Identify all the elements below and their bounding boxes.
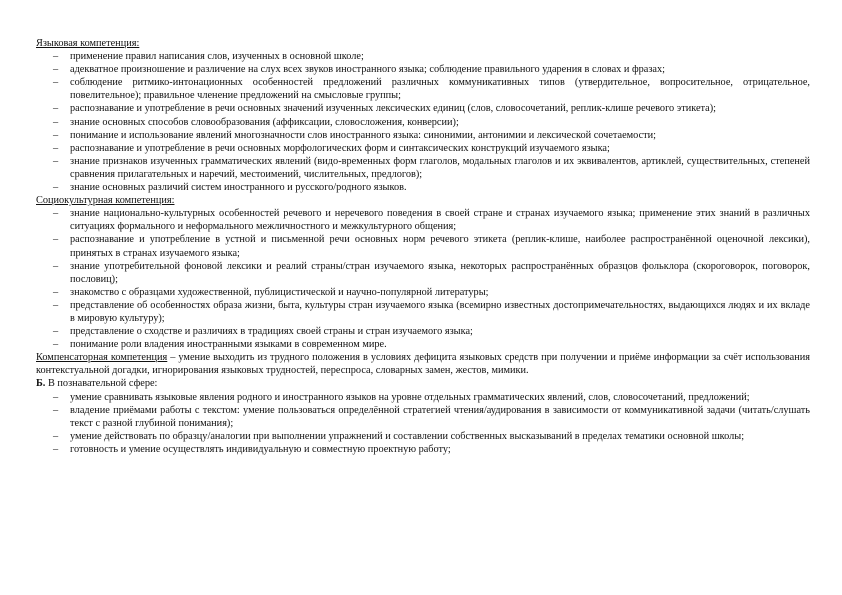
list-item-text: владение приёмами работы с текстом: умение пользоваться определённой стратегией чтения/аудирования в зависимости от коммуникативной задачи (читать/слушать текст с разной глубиной понимания);: [70, 404, 810, 429]
dash-marker: –: [53, 182, 59, 194]
dash-marker: –: [53, 129, 59, 141]
dash-marker: –: [53, 234, 59, 246]
list-item: [36, 181, 810, 194]
dash-marker: –: [53, 443, 59, 455]
list-item: [36, 404, 810, 430]
list-item: [36, 260, 810, 286]
sociocultural-competence-heading: Социокультурная компетенция:: [36, 195, 175, 207]
dash-marker: –: [53, 286, 59, 298]
list-item-text: представление о сходстве и различиях в традициях своей страны и стран изучаемого языка;: [70, 326, 473, 338]
dash-marker: –: [53, 77, 59, 89]
list-item-text: умение действовать по образцу/аналогии при выполнении упражнений и составлении собственных высказываний в пределах тематики основной школы;: [70, 430, 745, 442]
cognitive-sphere-list: [36, 391, 810, 456]
list-item: [36, 50, 810, 63]
list-item: [36, 129, 810, 142]
list-item: [36, 63, 810, 76]
list-item-text: знание признаков изученных грамматических явлений (видо-временных форм глаголов, модальных глаголов и их эквивалентов, артиклей, существительных, степеней сравнения прилагательных и наречий, местоимений, числительных, предлогов);: [70, 155, 810, 180]
list-item-text: умение сравнивать языковые явления родного и иностранного языков на уровне отдельных грамматических явлений, слов, словосочетаний, предложений;: [70, 391, 750, 403]
sociocultural-competence-list: [36, 207, 810, 351]
list-item-text: готовность и умение осуществлять индивидуальную и совместную проектную работу;: [70, 443, 451, 455]
dash-marker: –: [53, 103, 59, 115]
list-item: [36, 286, 810, 299]
list-item: [36, 155, 810, 181]
cognitive-sphere-title: В познавательной сфере:: [45, 378, 158, 390]
list-item-text: распознавание и употребление в устной и письменной речи основных норм речевого этикета (реплик-клише, наиболее распространённой оценочной лексики), принятых в странах изучаемого языка;: [70, 234, 810, 259]
cognitive-sphere-heading: [36, 377, 810, 390]
dash-marker: –: [53, 339, 59, 351]
list-item: [36, 207, 810, 233]
list-item-text: распознавание и употребление в речи основных значений изученных лексических единиц (слов, словосочетаний, реплик-клише речевого этикета);: [70, 103, 717, 115]
dash-marker: –: [53, 51, 59, 63]
dash-marker: –: [53, 430, 59, 442]
list-item: [36, 391, 810, 404]
dash-marker: –: [53, 208, 59, 220]
language-competence-heading: Языковая компетенция:: [36, 38, 140, 49]
list-item-text: знание употребительной фоновой лексики и реалий страны/стран изучаемого языка, некоторых распространённых образцов фольклора (скороговорок, поговорок, пословиц);: [70, 260, 810, 285]
list-item: [36, 233, 810, 259]
dash-marker: –: [53, 142, 59, 154]
list-item-text: применение правил написания слов, изученных в основной школе;: [70, 51, 364, 63]
list-item-text: понимание и использование явлений многозначности слов иностранного языка: синонимии, антонимии и лексической сочетаемости;: [70, 129, 657, 141]
dash-marker: –: [53, 391, 59, 403]
compensatory-competence-paragraph: [36, 351, 810, 377]
compensatory-competence-heading: Компенсаторная компетенция: [36, 352, 168, 364]
list-item-text: знание основных различий систем иностранного и русского/родного языков.: [70, 182, 407, 194]
dash-marker: –: [53, 155, 59, 167]
list-item: [36, 325, 810, 338]
dash-marker: –: [53, 326, 59, 338]
list-item: [36, 443, 810, 456]
compensatory-competence-text: – умение выходить из трудного положения в условиях дефицита языковых средств при получении и приёме информации за счёт использования контекстуальной догадки, игнорирования языковых трудностей, переспроса, словарных замен, жестов, мимики.: [36, 352, 810, 377]
list-item: [36, 299, 810, 325]
list-item: [36, 76, 810, 102]
dash-marker: –: [53, 404, 59, 416]
list-item: [36, 338, 810, 351]
list-item-text: распознавание и употребление в речи основных морфологических форм и синтаксических конструкций изучаемого языка;: [70, 142, 610, 154]
dash-marker: –: [53, 64, 59, 76]
list-item-text: знание национально-культурных особенностей речевого и неречевого поведения в своей стране и странах изучаемого языка; применение этих знаний в различных ситуациях формального и неформального межличностного и межкультурного общения;: [70, 208, 810, 233]
list-item-text: адекватное произношение и различение на слух всех звуков иностранного языка; соблюдение правильного ударения в словах и фразах;: [70, 64, 665, 76]
dash-marker: –: [53, 260, 59, 272]
list-item: [36, 116, 810, 129]
list-item-text: знание основных способов словообразования (аффиксации, словосложения, конверсии);: [70, 116, 459, 128]
list-item: [36, 102, 810, 115]
list-item: [36, 142, 810, 155]
list-item-text: соблюдение ритмико-интонационных особенностей предложений различных коммуникативных типов (утвердительное, вопросительное, отрицательное, повелительное); правильное членение предложений на смысловые группы;: [70, 77, 810, 102]
dash-marker: –: [53, 299, 59, 311]
language-competence-list: [36, 50, 810, 194]
list-item-text: представление об особенностях образа жизни, быта, культуры стран изучаемого языка (всемирно известных достопримечательностях, выдающихся людях и их вкладе в мировую культуру);: [70, 299, 810, 324]
dash-marker: –: [53, 116, 59, 128]
list-item-text: понимание роли владения иностранными языками в современном мире.: [70, 339, 387, 351]
list-item-text: знакомство с образцами художественной, публицистической и научно-популярной литературы;: [70, 286, 489, 298]
section-label: Б.: [36, 378, 46, 390]
list-item: [36, 430, 810, 443]
